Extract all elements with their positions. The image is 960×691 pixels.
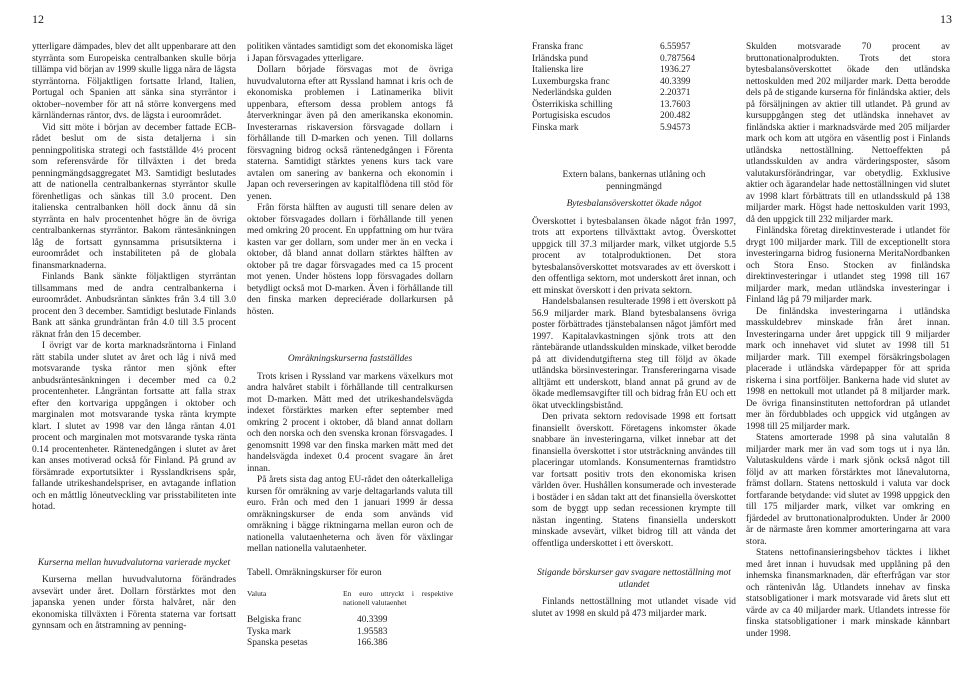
paragraph: I övrigt var de korta marknadsräntorna i Finland rätt stabila under slutet av året och låg i nivå med motsvarande tyska räntor men sjönk efter anbudsräntesänkningen i december med ca 0.2 procentenheter. Långräntan fortsatte att falla strax efter den kortvariga uppgången i oktober och marginalen mot motsvarande tyska ränta krympte klart. I slutet av 1998 var den långa räntan 4.01 procent och marginalen mot motsvarande tyska ränta 0.14 procentenheter. Räntenedgången i slutet av året kan anses motiverad också för Finland. På grund av försämrade exportutsikter i Rysslandkrisens spår, fallande utrikeshandelspriser, en avtagande inflation och en måttlig löneutveckling var prisstabiliteten inte hotad. [32,341,236,512]
paragraph: Den privata sektorn redovisade 1998 ett fortsatt finansiellt överskott. Företagens inkomster ökade snabbare än investeringarna, vilket innebar att det finansiella överskottet i stor utsträckning användes till placeringar utomlands. Konsumenternas framtidstro var fortsatt positiv trots den ekonomiska krisen världen över. Hushållen konsumerade och investerade i bostäder i en sådan takt att det finansiella överskottet som de byggt upp sedan recessionen krympte till nästan ingenting. Statens finansiella underskott minskade avsevärt, vilket bidrog till att vända det offentliga underskottet i ett överskott. [532,412,736,549]
table-row [532,42,736,54]
paragraph: Vid sitt möte i början av december fattade ECB-rådet beslut om de sista detaljerna i sin penningpolitiska strategi och fastställde 4½ procent som referensvärde för tillväxten i det breda penningmängdsaggregatet M3. Samtidigt beslutades att de nationella centralbankernas styrräntor skulle förenhetligas och sänkas till 3.0 procent. Den italienska centralbanken höll dock ännu då sin styrränta en halv procentenhet högre än de övriga centralbankernas styrräntor. Bakom räntesänkningen låg de fortsatt gynnsamma prisutsikterna i euroområdet och instabiliteten på de globala finansmarknaderna. [32,122,236,271]
table-row [532,77,736,89]
paragraph: ytterligare dämpades, blev det allt uppenbarare att den styrränta som Europeiska centralbanken skulle börja tillämpa vid början av 1999 skulle ligga nära de lägsta styrräntorna. Följaktligen fortsatte Irland, Italien, Portugal och Spanien att sänka sina styrräntor i oktober–november för att nå större konvergens med kärnländernas räntor, dvs. de lägsta i euroområdet. [32,42,236,121]
table-row [247,638,453,650]
table-row [247,615,453,627]
conversion-rate-table-continued [532,42,736,134]
rate-value: 166.386 [357,638,388,648]
rate-value: 6.55957 [660,42,691,52]
rate-value: 40.3399 [357,615,388,625]
currency-name: Spanska pesetas [247,638,308,648]
column-3 [532,42,736,620]
table-row [532,100,736,112]
section-heading: Stigande börskurser gav svagare nettoställning mot utlandet [537,568,731,590]
rate-value: 2.20371 [660,88,691,98]
paragraph: Dollarn började försvagas mot de övriga huvudvalutorna efter att Ryssland hamnat i kris och de ekonomiska problemen i Latinamerika blivit uppenbara, eftersom dessa problem antogs få återverkningar även på den amerikanska ekonomin. Investerarnas riskaversion försvagade dollarn i förhållande till D-marken och yenen. Till dollarns försvagning bidrog också räntenedgången i Förenta staterna. Samtidigt stärktes yenens kurs tack vare avtalen om sanering av bankerna och ekonomin i Japan och reverseringen av kapitalflödena till stöd för yenen. [247,65,453,202]
column-1 [32,42,236,633]
currency-name: Nederländska gulden [532,88,612,98]
table-row [532,123,736,135]
currency-name: Luxemburgska franc [532,76,610,87]
currency-name: Italienska lire [532,65,584,75]
rate-value: 0.787564 [660,53,696,64]
paragraph: Överskottet i bytesbalansen ökade något från 1997, trots att exportens tillväxttakt avtog. Överskottet uppgick till 37.3 miljarder mark, vilket utgjorde 5.5 procent av totalproduktionen. Det stora bytesbalansöverskottet motsvarades av ett överskott i den offentliga sektorn, mot underskott året innan, och ett minskat överskott i den privata sektorn. [532,216,736,296]
currency-name: Österrikiska schilling [532,99,613,110]
table-row [247,627,453,639]
rate-value: 1.95583 [357,626,388,637]
paragraph: På årets sista dag antog EU-rådet den oåterkalleliga kursen för omräkning av varje deltagarlands valuta till euro. Från och med den 1 januari 1999 är dessa omräkningskurser de enda som används vid omräkning i bägge riktningarna mellan euron och de nationella valutaenheterna och även för växlingar mellan nationella valutaenheter. [247,475,453,554]
section-heading: Kurserna mellan huvudvalutorna varierade mycket [37,557,231,568]
table-row [532,65,736,77]
table-row [532,88,736,100]
table-header-currency: Valuta [247,589,267,598]
page-number-right: 13 [940,12,952,26]
paragraph: Från första hälften av augusti till senare delen av oktober försvagades dollarn i förhållande till yenen med omkring 20 procent. En uppfattning om hur tvära kasten var ger dollarn, som under mer än en vecka i oktober, då bland annat dollarn stärktes hälften av oktober på tre dagar försvagades med ca 15 procent mot yenen. Under höstens lopp försvagades dollarn betydligt också mot D-marken. Även i förhållande till den finska marken depreciérade dollarkursen på hösten. [247,203,453,317]
paragraph: Finlands Bank sänkte följaktligen styrräntan tillsammans med de andra centralbankerna i euroområdet. Anbudsräntan sänktes från 3.4 till 3.0 procent den 3 december. Samtidigt beslutade Finlands Bank att sänka grundräntan från 4.0 till 3.5 procent räknat från den 15 december. [32,272,236,340]
paragraph: Statens nettofinansieringsbehov täcktes i likhet med året innan i huvudsak med upplåning på den inhemska finansmarknaden, där efterfrågan var stor och räntenivån låg. Utlandets innehav av finska statsobligationer i mark motsvarade vid årets slut ett värde av ca 40 miljarder mark. Utlandets intresse för finska statsobligationer i mark minskade kännbart under 1998. [746,548,950,639]
table-row [532,111,736,123]
rate-value: 5.94573 [660,122,691,133]
column-2 [247,42,453,650]
paragraph: politiken väntades samtidigt som det ekonomiska läget i Japan försvagades ytterligare. [247,42,453,64]
section-heading: Bytesbalansöverskottet ökade något [566,199,702,209]
currency-name: Portugisiska escudos [532,111,611,121]
table-title: Tabell. Omräkningskurser för euron [247,567,382,578]
rate-value: 13.7603 [660,99,691,110]
paragraph: Finlands nettoställning mot utlandet visade vid slutet av 1998 en skuld på 473 miljarder mark. [532,597,736,619]
column-4 [746,42,950,640]
chapter-heading: Extern balans, bankernas utlåning och penningmängd [562,170,706,192]
paragraph: Trots krisen i Ryssland var markens växelkurs mot andra halvåret stabilt i förhållande till centralkursen mot D-marken. Mätt med det utrikeshandelsvägda indexet förstärktes marken efter september med omkring 2 procent i oktober, då bland annat dollarn och den norska och den svenska kronan försvagades. I genomsnitt 1998 var den finska marken mätt med det handelsvägda indexet 0.4 procent svagare än året innan. [247,371,453,474]
rate-value: 1936.27 [660,65,691,75]
currency-name: Tyska mark [247,626,291,637]
rate-value: 40.3399 [660,76,691,87]
page-number-left: 12 [32,12,44,26]
paragraph: De finländska investeringarna i utländska masskuldebrev minskade från året innan. Investeringarna under året uppgick till 9 miljarder mark och innehavet vid slutet av 1998 till 51 miljarder mark. Till exempel försäkringsbolagen placerade i utländska värdepapper för att sprida riskerna i sina portföljer. Bankerna hade vid slutet av 1998 en nettokull mot utlandet på 8 miljarder mark. De övriga finansinstituten nettofordran på utlandet mer än fördubblades och uppgick vid utgången av 1998 till 25 miljarder mark. [746,306,950,432]
table-row [532,54,736,66]
rate-value: 200.482 [660,111,691,121]
paragraph: Finländska företag direktinvesterade i utlandet för drygt 100 miljarder mark. Till de exceptionellt stora investeringarna bidrog fusionerna MeritaNordbanken och Stora Enso. Stocken av finländska direktinvesteringar i utlandet steg 1998 till 167 miljarder mark, medan utländska investeringar i Finland låg på 79 miljarder mark. [746,226,950,305]
currency-name: Franska franc [532,42,584,52]
paragraph: Handelsbalansen resulterade 1998 i ett överskott på 56.9 miljarder mark. Bland bytesbalansens övriga poster förbättrades tjänstebalansen något jämfört med 1997. Kapitalavkastningen sjönk trots att den räntebärande utlandsskulden minskade, vilket berodde på att dividendutgifterna steg till följd av ökade utländska börsinvesteringar. Transfereringarna visade alltjämt ett underskott, bland annat på grund av de ökade medlemsavgifter till och bidrag från EU och ett ökat utvecklingsbistånd. [532,297,736,411]
paragraph: Skulden motsvarade 70 procent av bruttonationalprodukten. Trots det stora bytesbalansöverskottet ökade den utländska nettoskulden med 202 miljarder mark. Detta berodde dels på de stigande kurserna för finländska aktier, dels på försäljningen av aktier till utlandet. På grund av kursuppgången steg det utländska innehavet av finländska aktier i marknadsvärde med 205 miljarder mark och kom att utgöra en väsentlig post i Finlands utländska nettoställning. Nettoeffekten på utlandsskulden av andra värderingsposter, såsom valutakursförändringar, var obetydlig. Exklusive aktier och ägarandelar hade nettoställningen vid slutet av 1998 klart förbättrats till en utlandsskuld på 138 miljarder mark. Högst hade nettoskulden varit 1993, då den uppgick till 232 miljarder mark. [746,42,950,225]
currency-name: Irländska pund [532,53,588,64]
currency-name: Belgiska franc [247,615,302,625]
conversion-rate-table [247,589,453,650]
paragraph: Statens amorterade 1998 på sina valutalån 8 miljarder mark mer än vad som togs ut i nya lån. Valutaskuldens värde i mark sjönk också något till följd av att marken förstärktes mot lånevalutorna, främst dollarn. Statens nettoskuld i valuta var dock fortfarande betydande: vid slutet av 1998 uppgick den till 175 miljarder mark, vilket var omkring en fjärdedel av bruttonationalprodukten. Under år 2000 är de närmaste åren kommer amorteringarna att vara stora. [746,433,950,547]
table-header-rate: En euro uttryckt i respektive nationell valutaenhet [343,589,453,607]
currency-name: Finska mark [532,122,579,133]
section-heading: Omräkningskurserna fastställdes [287,354,413,364]
paragraph: Kurserna mellan huvudvalutorna förändrades avsevärt under året. Dollarn förstärktes mot den japanska yenen under första halvåret, när den ekonomiska tillväxten i Förenta staterna var fortsatt gynnsam och en åtstramning av penning- [32,575,236,631]
